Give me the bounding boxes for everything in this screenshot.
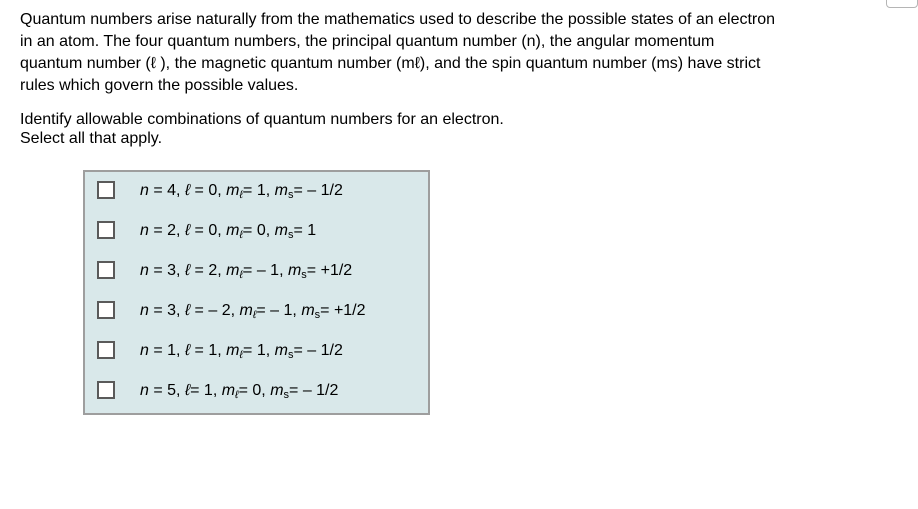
option-label-3[interactable]: n = 3, ℓ = 2, $m_\ell= - 1$, $m_s= +1/2$ (140, 262, 353, 281)
answer-option-2[interactable] (85, 212, 428, 250)
option-5-ml-value: 1 (256, 342, 266, 359)
option-1-ms-value: – 1/2 (307, 182, 343, 199)
intro-line-2: in an atom. The four quantum numbers, the principal quantum number (n), the angular momentum (20, 33, 715, 50)
option-1-ml-value: 1 (256, 182, 266, 199)
option-1-l-value: 0 (208, 182, 218, 199)
option-checkbox-3[interactable] (97, 261, 115, 279)
question-intro (20, 9, 910, 97)
option-3-ms-value: +1/2 (320, 262, 353, 279)
select-all-hint: Select all that apply. (20, 130, 163, 147)
option-label-2[interactable]: n = 2, ℓ = 0, $m_\ell= 0$, $m_s= 1$ (140, 222, 317, 241)
intro-line-4: rules which govern the possible values. (20, 77, 299, 94)
option-label-6[interactable]: n = 5, ℓ= 1, $m_\ell= 0$, $m_s= - 1/2$ (140, 382, 339, 401)
intro-line-1: Quantum numbers arise naturally from the mathematics used to describe the possible states of an electron (20, 11, 776, 28)
answer-option-6[interactable] (85, 372, 428, 410)
option-6-n-value: 5 (167, 382, 177, 399)
option-checkbox-5[interactable] (97, 341, 115, 359)
option-1-n-value: 4 (167, 182, 177, 199)
option-4-ml-value: – 1 (270, 302, 293, 319)
option-4-l-value: – 2 (208, 302, 231, 319)
option-5-l-value: 1 (208, 342, 218, 359)
corner-tab (886, 0, 918, 8)
option-checkbox-6[interactable] (97, 381, 115, 399)
option-3-n-value: 3 (167, 262, 177, 279)
option-2-ms-value: 1 (307, 222, 317, 239)
answer-option-4[interactable] (85, 292, 428, 330)
option-4-n-value: 3 (167, 302, 177, 319)
answer-options-box (83, 170, 430, 415)
option-label-1[interactable]: n = 4, ℓ = 0, $m_\ell= 1$, $m_s= - 1/2$ (140, 182, 343, 201)
option-4-ms-value: +1/2 (333, 302, 366, 319)
option-checkbox-1[interactable] (97, 181, 115, 199)
option-2-l-value: 0 (208, 222, 218, 239)
option-label-5[interactable]: n = 1, ℓ = 1, $m_\ell= 1$, $m_s= - 1/2$ (140, 342, 343, 361)
question-prompt: Identify allowable combinations of quantum numbers for an electron. (20, 111, 504, 128)
option-5-n-value: 1 (167, 342, 177, 359)
option-checkbox-2[interactable] (97, 221, 115, 239)
option-5-ms-value: – 1/2 (307, 342, 343, 359)
option-2-ml-value: 0 (256, 222, 266, 239)
instructions (20, 110, 900, 148)
option-6-ml-value: 0 (252, 382, 262, 399)
option-6-ms-value: – 1/2 (302, 382, 339, 399)
answer-option-5[interactable] (85, 332, 428, 370)
answer-option-3[interactable] (85, 252, 428, 290)
option-2-n-value: 2 (167, 222, 177, 239)
option-3-l-value: 2 (208, 262, 218, 279)
option-3-ml-value: – 1 (256, 262, 280, 279)
option-6-l-value: 1 (203, 382, 213, 399)
intro-line-3: quantum number (ℓ ), the magnetic quantum number (mℓ), and the spin quantum number (ms) have strict (20, 55, 761, 72)
option-checkbox-4[interactable] (97, 301, 115, 319)
answer-option-1[interactable] (85, 172, 428, 210)
option-label-4[interactable]: n = 3, ℓ = – 2, $m_\ell= - 1$, $m_s= +1/2$ (140, 302, 366, 321)
